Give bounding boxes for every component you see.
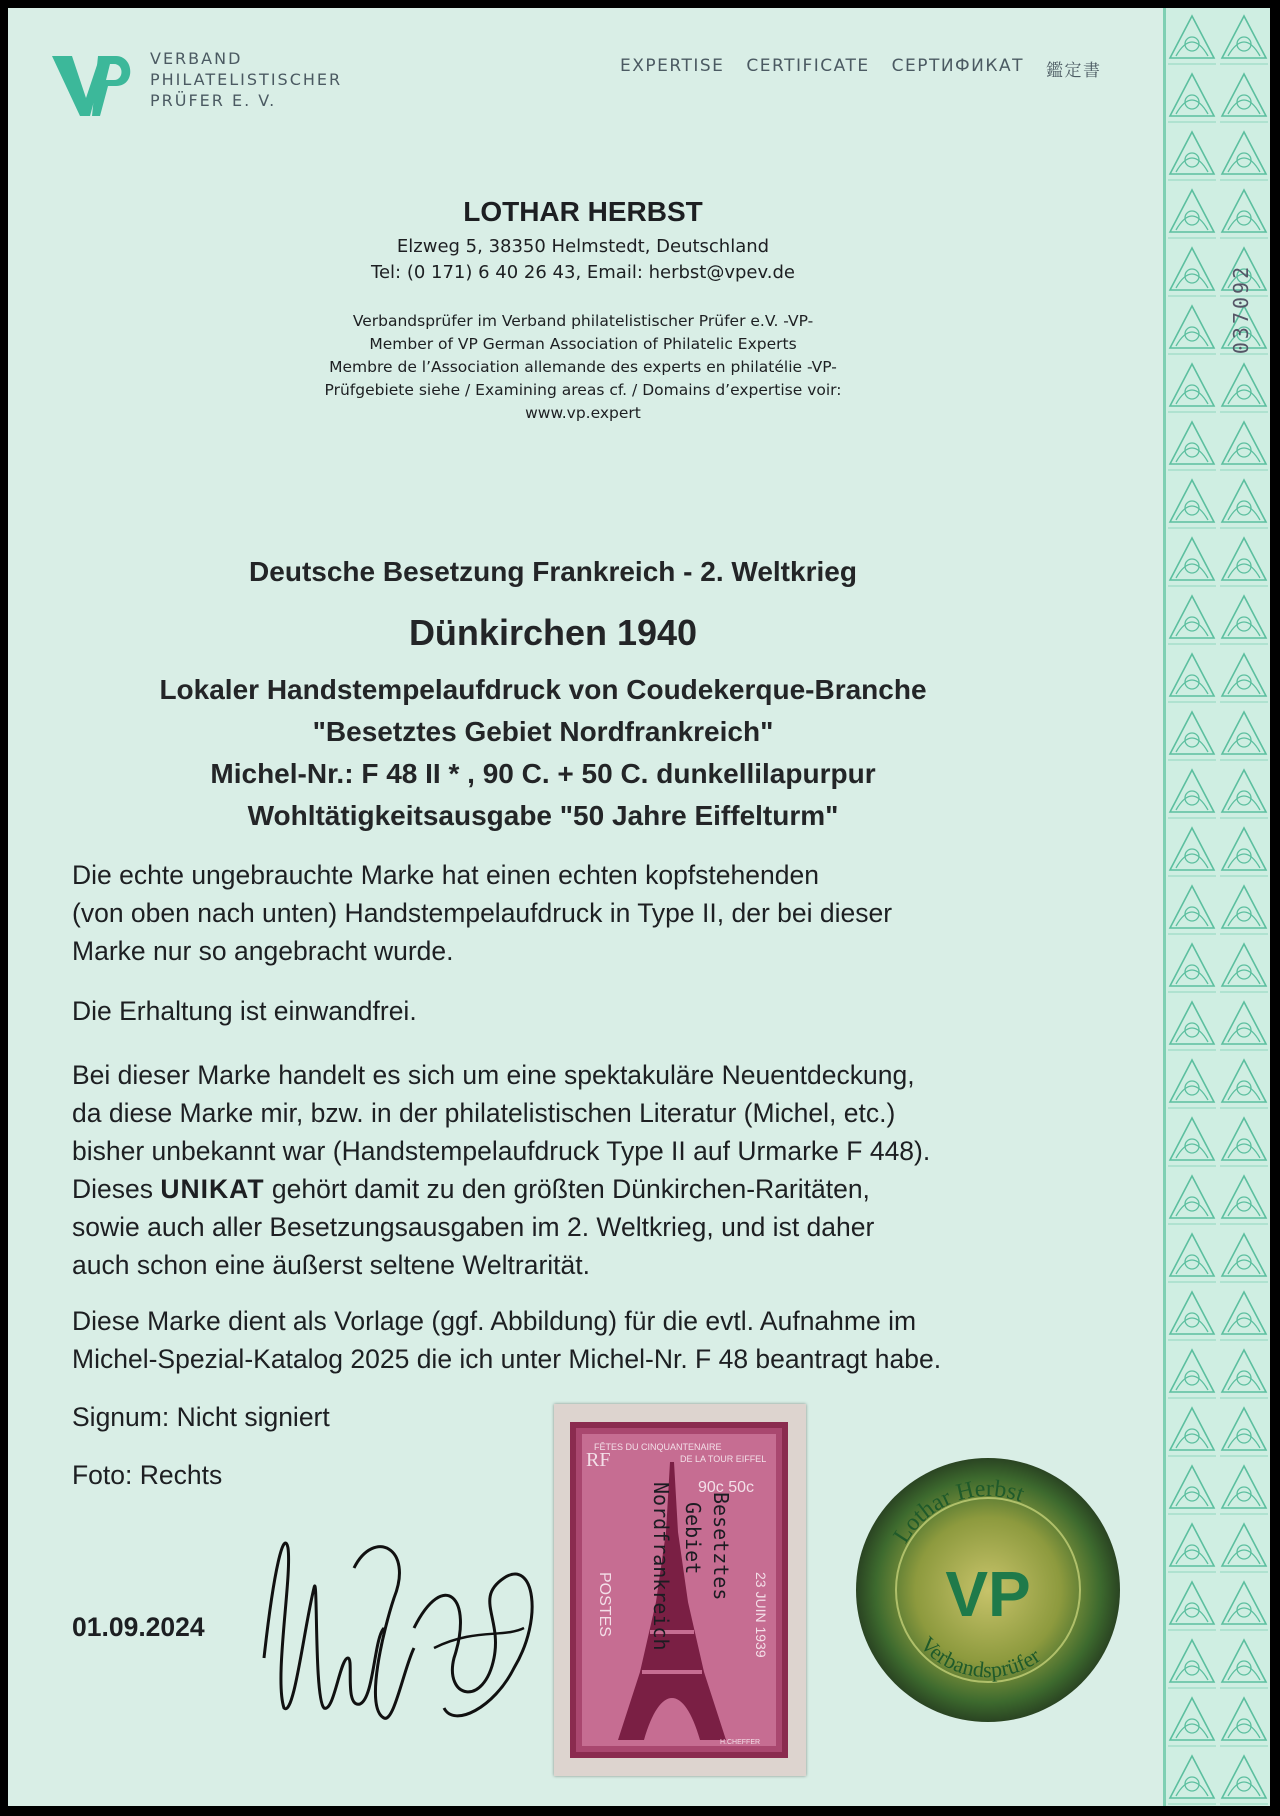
overprint-line: Besetztes bbox=[709, 1492, 733, 1601]
text-line bbox=[72, 1170, 1132, 1208]
membership-line: Member of VP German Association of Philatelic Experts bbox=[369, 335, 797, 353]
eiffel-tower-stamp bbox=[570, 1422, 788, 1758]
paragraph-description bbox=[72, 856, 1132, 970]
hologram-seal bbox=[854, 1456, 1122, 1724]
expert-name: LOTHAR HERBST bbox=[463, 196, 703, 227]
stamp-photo bbox=[554, 1404, 806, 1776]
foto-line: Foto: Rechts bbox=[72, 1460, 223, 1490]
text-line: sowie auch aller Besetzungsausgaben im 2. Weltkrieg, und ist daher bbox=[72, 1212, 875, 1242]
vp-logo-icon bbox=[50, 50, 138, 122]
title-russian: СЕРТИФИКАТ bbox=[891, 56, 1024, 76]
stamp-top-text: FÊTES DU CINQUANTENAIRE bbox=[594, 1442, 722, 1452]
paragraph-catalog bbox=[72, 1302, 1132, 1378]
security-border-strip bbox=[1163, 8, 1270, 1806]
heading-occupation: Deutsche Besetzung Frankreich - 2. Weltkrieg bbox=[249, 556, 857, 587]
paragraph-condition bbox=[72, 992, 1132, 1030]
membership-line: Prüfgebiete siehe / Examining areas cf. / Domains d’expertise voir: bbox=[324, 381, 842, 399]
handwritten-signature bbox=[244, 1508, 548, 1738]
stamp-top-text2: DE LA TOUR EIFFEL bbox=[680, 1454, 767, 1464]
text-line: da diese Marke mir, bzw. in der philatelistischen Literatur (Michel, etc.) bbox=[72, 1098, 896, 1128]
stamp-postes: POSTES bbox=[596, 1572, 613, 1637]
text-line: Michel-Spezial-Katalog 2025 die ich unter Michel-Nr. F 48 beantragt habe. bbox=[72, 1344, 942, 1374]
heading-overprint: Lokaler Handstempelaufdruck von Coudekerque-Branche bbox=[159, 674, 927, 705]
text-line: Die Erhaltung ist einwandfrei. bbox=[72, 996, 417, 1026]
org-line: VERBAND bbox=[150, 49, 243, 68]
certificate-titles bbox=[620, 56, 1101, 81]
heading-title: Dünkirchen 1940 bbox=[408, 612, 698, 653]
heading-issue: Wohltätigkeitsausgabe "50 Jahre Eiffelturm" bbox=[247, 800, 839, 831]
org-name bbox=[150, 48, 342, 111]
certificate-page bbox=[8, 8, 1270, 1806]
stamp-value: 90c 50c bbox=[698, 1479, 755, 1496]
text-fragment: Dieses bbox=[72, 1174, 161, 1204]
heading-overprint-text: "Besetztes Gebiet Nordfrankreich" bbox=[312, 716, 774, 747]
membership-line: Membre de l’Association allemande des experts en philatélie -VP- bbox=[329, 358, 837, 376]
text-line: Bei dieser Marke handelt es sich um eine spektakuläre Neuentdeckung, bbox=[72, 1060, 915, 1090]
title-japanese: 鑑定書 bbox=[1045, 61, 1102, 81]
date: 01.09.2024 bbox=[72, 1612, 205, 1642]
seal-text-top: Lothar Herbst bbox=[888, 1475, 1028, 1548]
heading-michel: Michel-Nr.: F 48 II * , 90 C. + 50 C. dunkellilapurpur bbox=[210, 758, 876, 789]
text-line: auch schon eine äußerst seltene Weltrarität. bbox=[72, 1250, 591, 1280]
stamp-date: 23 JUIN 1939 bbox=[753, 1572, 769, 1658]
website: www.vp.expert bbox=[525, 404, 641, 422]
expert-address: Elzweg 5, 38350 Helmstedt, Deutschland bbox=[396, 236, 770, 257]
stamp-country: RF bbox=[586, 1449, 611, 1471]
text-line: Marke nur so angebracht wurde. bbox=[72, 936, 454, 966]
org-line: PRÜFER E. V. bbox=[150, 91, 277, 110]
org-line: PHILATELISTISCHER bbox=[150, 70, 343, 89]
signum-line: Signum: Nicht signiert bbox=[72, 1402, 330, 1432]
stamp-designer: H.CHEFFER bbox=[720, 1739, 761, 1746]
seal-center: VP bbox=[945, 1558, 1031, 1630]
overprint-line: Gebiet bbox=[681, 1502, 705, 1575]
text-line: Die echte ungebrauchte Marke hat einen echten kopfstehenden bbox=[72, 860, 819, 890]
unikat-label: UNIKAT bbox=[160, 1174, 265, 1204]
text-fragment: gehört damit zu den größten Dünkirchen-Raritäten, bbox=[264, 1174, 870, 1204]
title-expertise: EXPERTISE bbox=[620, 56, 725, 76]
overprint-line: Nordfrankreich bbox=[649, 1482, 673, 1651]
text-line: Diese Marke dient als Vorlage (ggf. Abbildung) für die evtl. Aufnahme im bbox=[72, 1306, 917, 1336]
seal-text-bottom: Verbandsprüfer bbox=[915, 1631, 1045, 1683]
text-line: bisher unbekannt war (Handstempelaufdruck Type II auf Urmarke F 448). bbox=[72, 1136, 931, 1166]
serial-number: 037092 bbox=[1229, 263, 1253, 355]
eiffel-tower-icon bbox=[570, 1422, 788, 1758]
text-line: (von oben nach unten) Handstempelaufdruck in Type II, der bei dieser bbox=[72, 898, 893, 928]
paragraph-discovery bbox=[72, 1056, 1132, 1284]
membership-line: Verbandsprüfer im Verband philatelistischer Prüfer e.V. -VP- bbox=[352, 312, 814, 330]
title-certificate: CERTIFICATE bbox=[746, 56, 870, 76]
expert-contact: Tel: (0 171) 6 40 26 43, Email: herbst@vpev.de bbox=[371, 262, 795, 283]
